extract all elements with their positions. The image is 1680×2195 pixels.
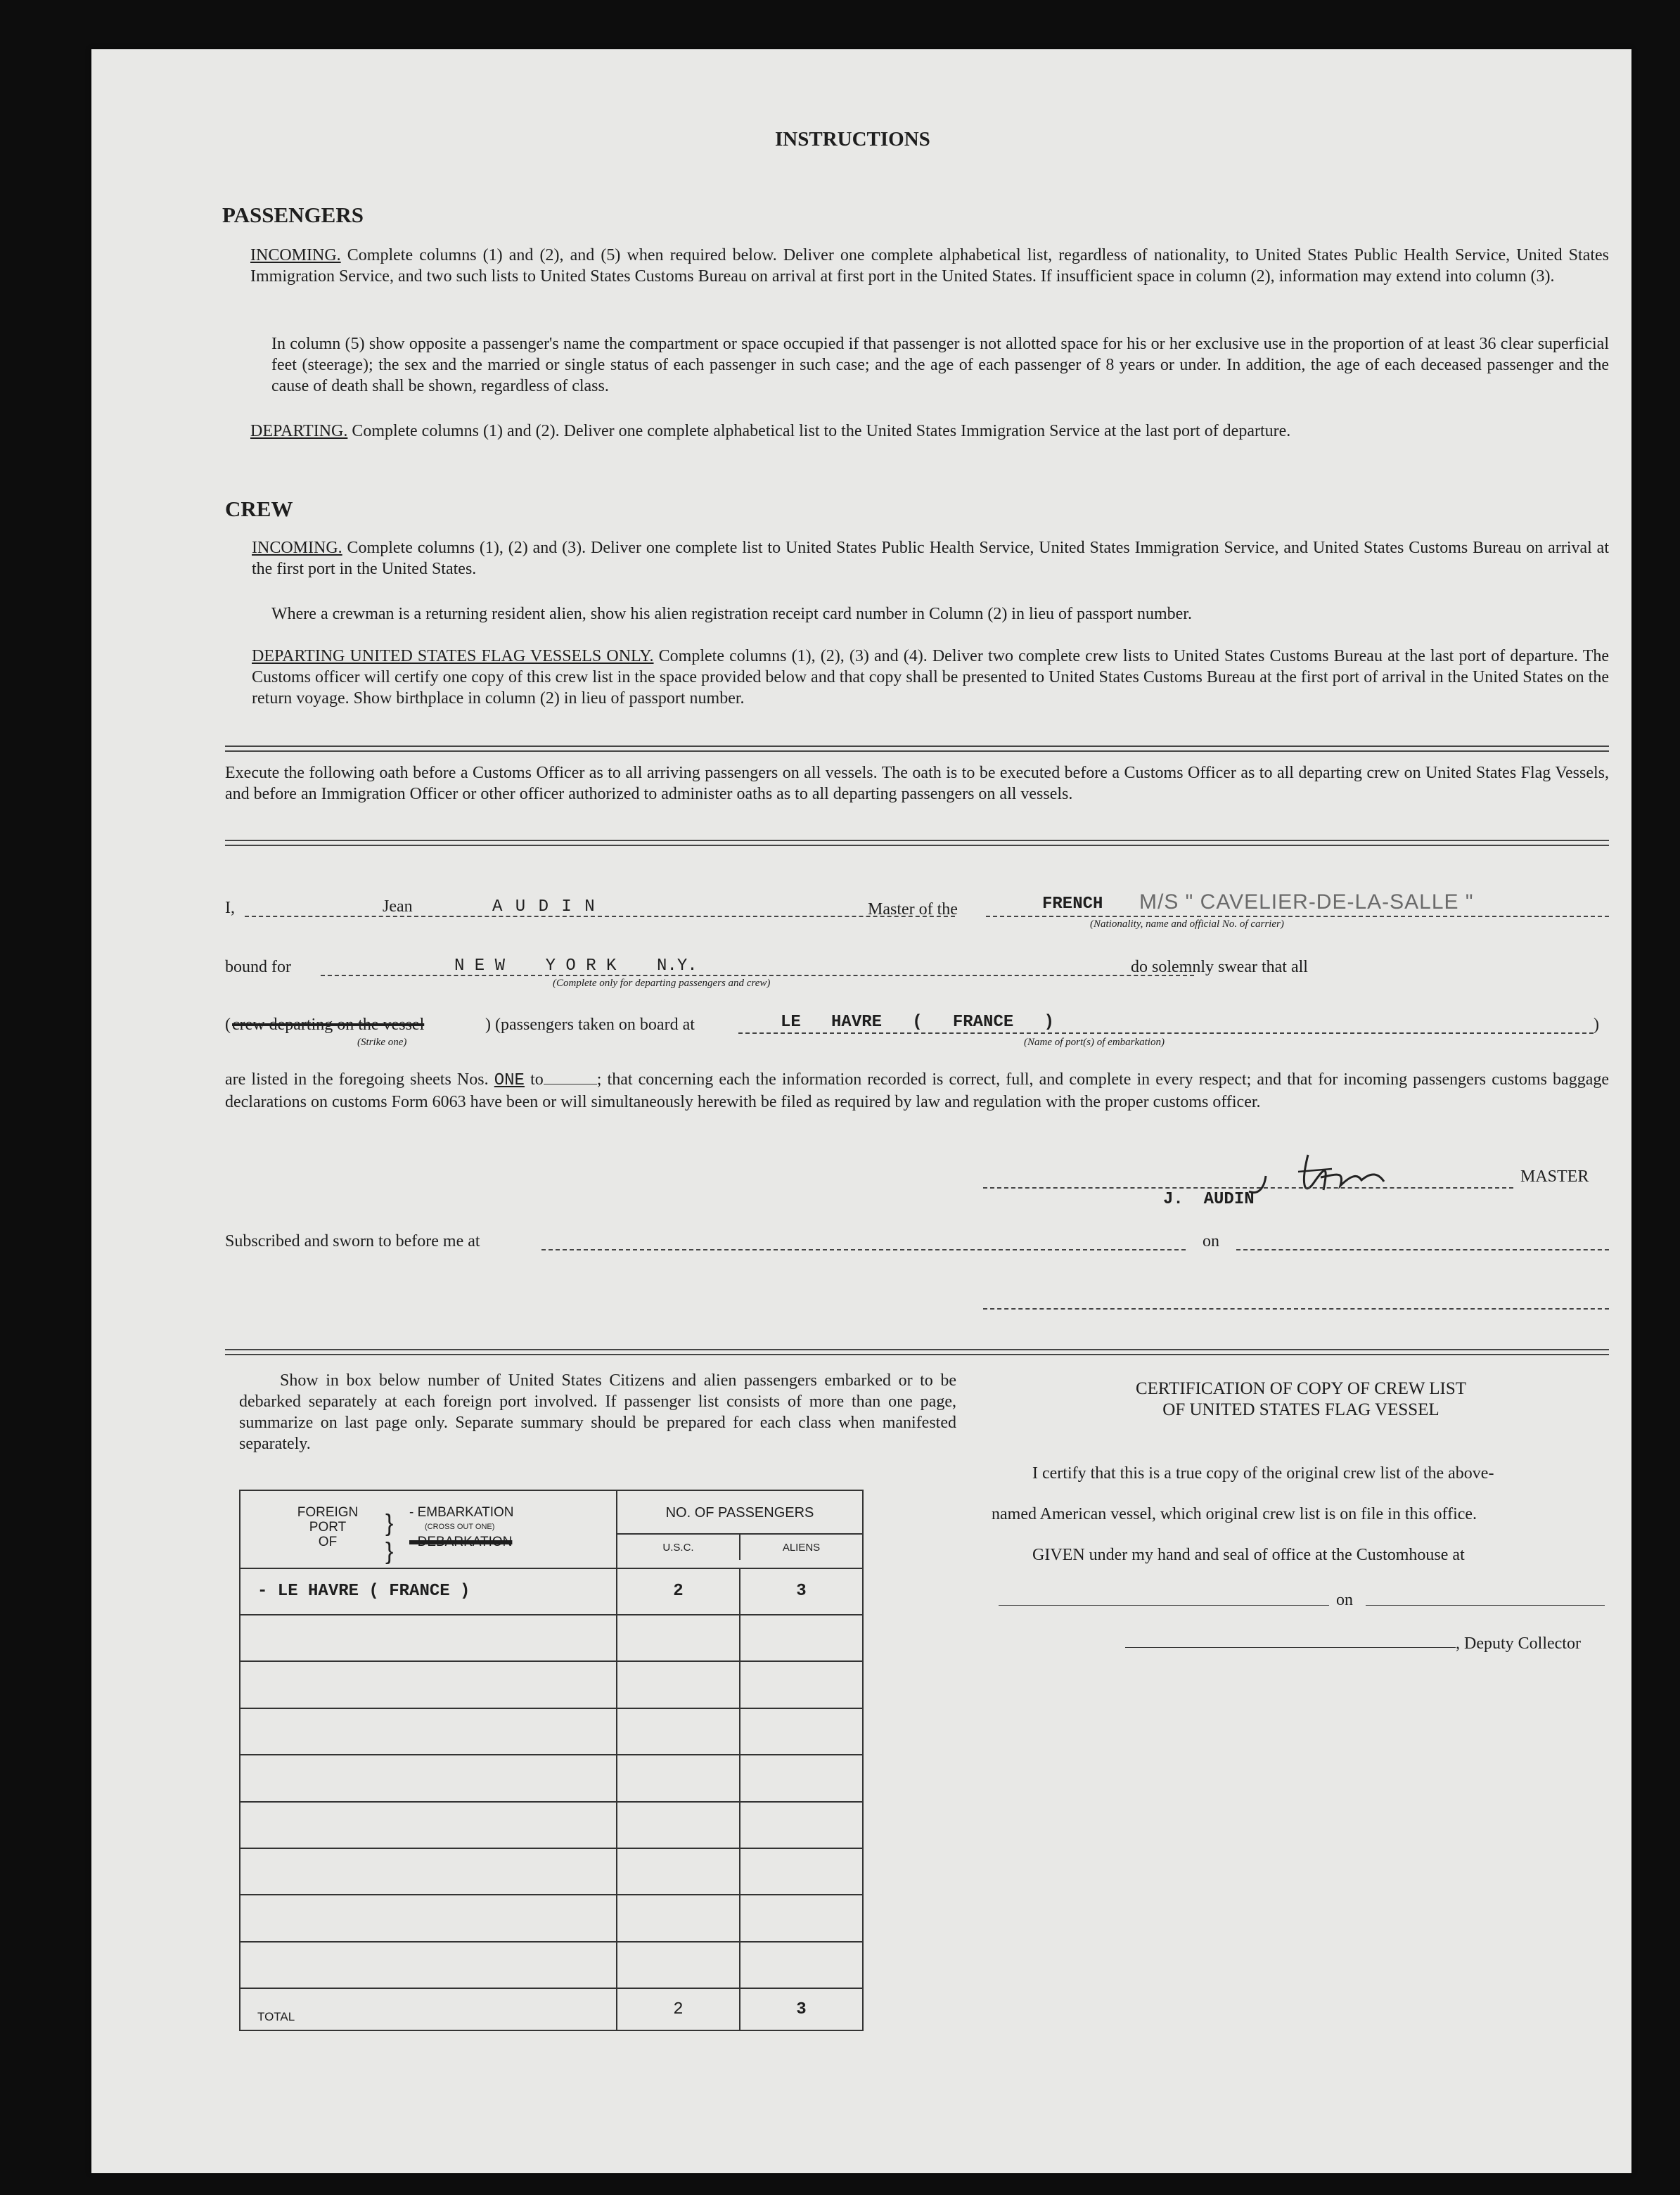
row-usc: 2 bbox=[617, 1568, 740, 1615]
customhouse-line bbox=[999, 1605, 1329, 1606]
table-row bbox=[240, 1568, 863, 1615]
form-sheet bbox=[91, 49, 1631, 2173]
crew-heading: CREW bbox=[225, 497, 293, 521]
master-first-name: Jean bbox=[383, 897, 413, 916]
bound-for-label: bound for bbox=[225, 958, 291, 976]
header-embarkation: - EMBARKATION bbox=[409, 1505, 514, 1520]
header-port: PORT bbox=[309, 1520, 347, 1535]
port-caption: (Name of port(s) of embarkation) bbox=[1024, 1037, 1165, 1048]
passenger-summary-table bbox=[239, 1490, 864, 2031]
crew-departing-paragraph bbox=[252, 646, 1609, 709]
certification-line3: GIVEN under my hand and seal of office at the Customhouse at bbox=[1032, 1546, 1465, 1564]
certification-line1: I certify that this is a true copy of the original crew list of the above- bbox=[1032, 1464, 1494, 1483]
table-row bbox=[240, 1942, 863, 1988]
destination-line bbox=[321, 975, 1194, 976]
row-port: - LE HAVRE ( FRANCE ) bbox=[240, 1568, 617, 1615]
crew-departing-label: DEPARTING UNITED STATES FLAG VESSELS ONLY. bbox=[252, 647, 654, 665]
header-cross-out: (CROSS OUT ONE) bbox=[425, 1523, 495, 1531]
header-foreign: FOREIGN bbox=[297, 1505, 359, 1520]
passengers-taken-label: ) (passengers taken on board at bbox=[485, 1016, 695, 1034]
listed-text: ; that concerning each the information recorded is correct, full, and complete in every respect; and that for incoming passengers customs baggage declarations on customs Form 6063 have been or will simultaneously herewith be filed as required by law and regulation with the proper customs officer. bbox=[225, 1070, 1610, 1111]
master-signature-line bbox=[983, 1187, 1513, 1189]
passengers-departing-label: DEPARTING. bbox=[250, 422, 348, 440]
table-row bbox=[240, 1755, 863, 1801]
certification-heading-line2: OF UNITED STATES FLAG VESSEL bbox=[1162, 1400, 1439, 1419]
crew-incoming-text: Complete columns (1), (2) and (3). Deliver one complete list to United States Public Health Service, United States Immigration Service, and United States Customs Bureau on arrival at the first port in the United States. bbox=[252, 539, 1609, 578]
certification-heading-line1: CERTIFICATION OF COPY OF CREW LIST bbox=[1135, 1379, 1467, 1398]
deputy-signature-line bbox=[1125, 1647, 1456, 1648]
header-of: OF bbox=[318, 1535, 338, 1549]
strike-caption: (Strike one) bbox=[357, 1037, 407, 1048]
master-of-label: Master of the bbox=[868, 900, 958, 919]
passengers-incoming-label: INCOMING. bbox=[250, 246, 341, 264]
vessel-caption: (Nationality, name and official No. of carrier) bbox=[1090, 919, 1284, 930]
header-no-of-passengers: NO. OF PASSENGERS bbox=[617, 1491, 862, 1535]
oath-intro: Execute the following oath before a Customs Officer as to all arriving passengers on all vessels. The oath is to be executed before a Customs Officer as to all departing crew on United States Flag Vessels, and before an Immigration Officer or other officer authorized to administer oaths as to all departing passengers on all vessels. bbox=[225, 764, 1609, 803]
deputy-collector-label: , Deputy Collector bbox=[1456, 1634, 1581, 1653]
table-row bbox=[240, 1895, 863, 1941]
port-header-cell bbox=[240, 1490, 617, 1568]
certification-date-line bbox=[1366, 1605, 1605, 1606]
destination: N E W Y O R K N.Y. bbox=[454, 956, 698, 975]
officer-signature-line bbox=[983, 1308, 1609, 1310]
table-row bbox=[240, 1708, 863, 1755]
table-row bbox=[240, 1661, 863, 1708]
subscribed-place-line bbox=[541, 1249, 1186, 1250]
subscribed-label: Subscribed and sworn to before me at bbox=[225, 1232, 480, 1250]
section-divider bbox=[225, 1349, 1609, 1355]
total-label: TOTAL bbox=[240, 1988, 617, 2030]
passengers-column5-paragraph: In column (5) show opposite a passenger's name the compartment or space occupied if that passenger is not allotted space for his or her exclusive use in the proportion of at least 36 clear superficial feet (steerage); the sex and the married or single status of each passenger in such case; and the age of each passenger of 8 years or under. In addition, the age of each deceased passenger and the cause of death shall be shown, regardless of class. bbox=[271, 335, 1609, 395]
header-brace: } } bbox=[385, 1510, 394, 1565]
master-label: MASTER bbox=[1520, 1167, 1589, 1186]
total-row bbox=[240, 1988, 863, 2030]
table-row bbox=[240, 1802, 863, 1848]
crew-departing-text: Complete columns (1), (2), (3) and (4). Deliver two complete crew lists to United States Customs Bureau at the last port of departure. The Customs officer will certify one copy of this crew list in the space provided below and that copy shall be presented to United States Customs Bureau at the first port of arrival in the United States on the return voyage. Show birthplace in column (2) in lieu of passport number. bbox=[252, 647, 1610, 708]
sheets-paragraph bbox=[225, 1069, 1609, 1113]
subscribed-on-label: on bbox=[1203, 1232, 1219, 1250]
passengers-departing-paragraph bbox=[250, 421, 1609, 442]
paren-open: ( bbox=[225, 1016, 231, 1034]
certification-heading bbox=[992, 1378, 1610, 1421]
table-row bbox=[240, 1615, 863, 1661]
master-name-line bbox=[245, 916, 955, 917]
passengers-incoming-paragraph bbox=[250, 245, 1609, 287]
passengers-incoming-text: Complete columns (1) and (2), and (5) when required below. Deliver one complete alphabetical list, regardless of nationality, to United States Public Health Service, United States Immigration Service, and two such lists to United States Customs Bureau on arrival at first port in the United States. If insufficient space in column (2), information may extend into column (3). bbox=[250, 246, 1610, 286]
oath-i-label: I, bbox=[225, 899, 235, 917]
certification-line2: named American vessel, which original crew list is on file in this office. bbox=[992, 1505, 1477, 1523]
master-signed-name: J. AUDIN bbox=[1163, 1190, 1255, 1209]
destination-caption: (Complete only for departing passengers and crew) bbox=[553, 978, 771, 989]
section-divider bbox=[225, 840, 1609, 846]
vessel-nationality: FRENCH bbox=[1042, 895, 1103, 914]
struck-crew-option: crew departing on the vessel bbox=[232, 1016, 425, 1034]
crew-incoming-paragraph bbox=[252, 537, 1609, 580]
to-label: to bbox=[530, 1070, 544, 1089]
header-usc: U.S.C. bbox=[617, 1535, 740, 1560]
table-row bbox=[240, 1848, 863, 1895]
header-aliens: ALIENS bbox=[782, 1542, 821, 1554]
sheet-from: ONE bbox=[494, 1071, 525, 1090]
master-surname: A U D I N bbox=[492, 897, 596, 916]
passengers-departing-text: Complete columns (1) and (2). Deliver one complete alphabetical list to the United States Immigration Service at the last port of departure. bbox=[352, 422, 1291, 440]
total-usc: 2 bbox=[617, 1988, 740, 2030]
header-debarkation-struck: - DEBARKATION bbox=[409, 1535, 513, 1549]
passengers-heading: PASSENGERS bbox=[222, 203, 364, 227]
passengers-header-cell bbox=[617, 1490, 863, 1568]
certification-on-label: on bbox=[1336, 1591, 1353, 1609]
embarkation-port: LE HAVRE ( FRANCE ) bbox=[781, 1013, 1054, 1032]
page-title: INSTRUCTIONS bbox=[775, 128, 930, 151]
total-aliens: 3 bbox=[740, 1988, 863, 2030]
port-line bbox=[738, 1032, 1594, 1034]
swear-label: do solemnly swear that all bbox=[1131, 958, 1308, 976]
listed-prefix: are listed in the foregoing sheets Nos. bbox=[225, 1070, 489, 1089]
summary-instructions: Show in box below number of United States Citizens and alien passengers embarked or to be debarked separately at each foreign port involved. If passenger list consists of more than one page, summarize on last page only. Separate summary should be prepared for each class when manifested separately. bbox=[239, 1371, 956, 1453]
crew-resident-paragraph: Where a crewman is a returning resident alien, show his alien registration receipt card number in Column (2) in lieu of passport number. bbox=[271, 605, 1192, 623]
vessel-name: M/S " CAVELIER-DE-LA-SALLE " bbox=[1139, 890, 1474, 914]
section-divider bbox=[225, 745, 1609, 752]
paren-close: ) bbox=[1594, 1016, 1599, 1034]
row-aliens: 3 bbox=[740, 1568, 863, 1615]
subscribed-date-line bbox=[1236, 1249, 1609, 1250]
crew-incoming-label: INCOMING. bbox=[252, 539, 342, 557]
vessel-line bbox=[986, 916, 1609, 917]
